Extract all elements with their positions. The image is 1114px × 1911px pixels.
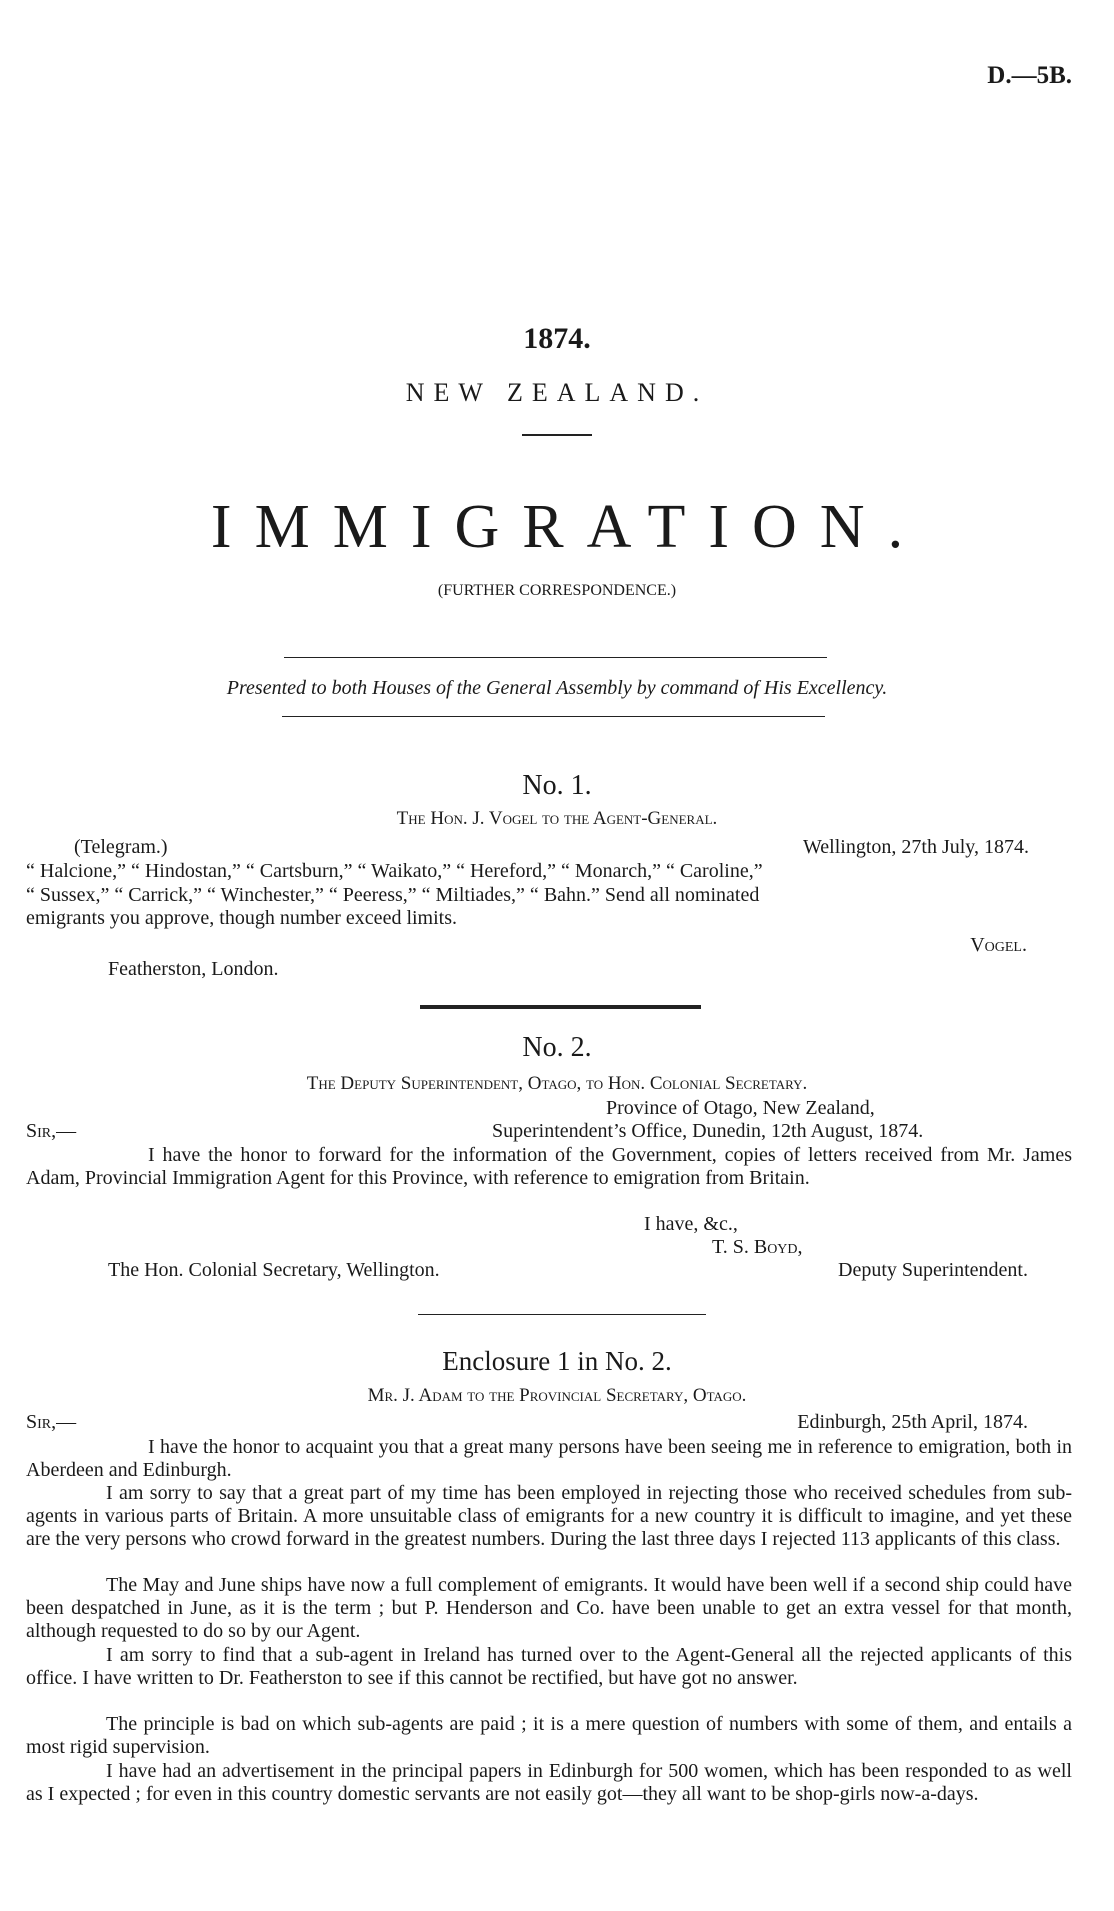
enc1-heading: Enclosure 1 in No. 2. (442, 1346, 672, 1376)
section-divider-thick (420, 1005, 701, 1009)
enc1-paragraph: I have the honor to acquaint you that a great many persons have been seeing me in reference to emigration, both in Aberdeen and Edinburgh. (26, 1436, 1072, 1481)
section-divider-thin (418, 1314, 706, 1315)
no2-salutation: Sir,— (26, 1120, 77, 1142)
country: NEW ZEALAND. (405, 378, 709, 407)
no2-address-line-1: Province of Otago, New Zealand, (606, 1097, 875, 1119)
title-short-rule (522, 434, 592, 436)
no2-body: I have the honor to forward for the information of the Government, copies of letters received from Mr. James Adam, Provincial Immigration Agent for this Province, with reference to emigration from Britain. (26, 1144, 1072, 1189)
document-reference: D.—5B. (987, 62, 1072, 89)
no2-from-to: The Deputy Superintendent, Otago, to Hon. Colonial Secretary. (306, 1073, 808, 1094)
year: 1874. (523, 322, 591, 355)
no2-addressee: The Hon. Colonial Secretary, Wellington. (108, 1259, 440, 1281)
presented-bottom-rule (282, 716, 825, 717)
no1-from-to: The Hon. J. Vogel to the Agent-General. (396, 808, 718, 829)
main-title: IMMIGRATION. (210, 493, 927, 561)
no2-heading: No. 2. (522, 1032, 592, 1063)
no1-line-3: emigrants you approve, though number exceed limits. (26, 907, 458, 929)
enc1-paragraph: I am sorry to say that a great part of my time has been employed in rejecting those who received schedules from sub-agents in various parts of Britain. A more unsuitable class of emigrants for a new country it is difficult to imagine, and yet these are the very persons who crowd forward in the greatest numbers. During the last three days I rejected 113 applicants of this class. (26, 1482, 1072, 1550)
no1-line-2: “ Sussex,” “ Carrick,” “ Winchester,” “ Peeress,” “ Miltiades,” “ Bahn.” Send all nominated (26, 884, 760, 906)
enc1-paragraph: The principle is bad on which sub-agents are paid ; it is a mere question of numbers with some of them, and entails a most rigid supervision. (26, 1713, 1072, 1758)
no1-telegram-label: (Telegram.) (74, 836, 168, 858)
no1-place-date: Wellington, 27th July, 1874. (803, 836, 1029, 858)
enc1-paragraph: I have had an advertisement in the principal papers in Edinburgh for 500 women, which has been responded to as well as I expected ; for even in this country domestic servants are not easily got—they all want to be shop-girls now-a-days. (26, 1760, 1072, 1805)
no1-heading: No. 1. (522, 770, 592, 801)
enc1-paragraph: The May and June ships have now a full complement of emigrants. It would have been well if a second ship could have been despatched in June, as it is the term ; but P. Henderson and Co. have been unable to get an extra vessel for that month, although requested to do so by our Agent. (26, 1574, 1072, 1642)
enc1-from-to: Mr. J. Adam to the Provincial Secretary, Otago. (367, 1385, 747, 1406)
no2-address-line-2: Superintendent’s Office, Dunedin, 12th August, 1874. (492, 1120, 924, 1142)
no1-signature: Vogel. (970, 934, 1027, 956)
enc1-paragraph: I am sorry to find that a sub-agent in Ireland has turned over to the Agent-General all the rejected applicants of this office. I have written to Dr. Featherston to see if this cannot be rectified, but have got no answer. (26, 1644, 1072, 1689)
no1-line-1: “ Halcione,” “ Hindostan,” “ Cartsburn,” “ Waikato,” “ Hereford,” “ Monarch,” “ Caroline,” (26, 860, 763, 882)
no2-signer: T. S. Boyd, (712, 1236, 803, 1258)
subtitle: (FURTHER CORRESPONDENCE.) (437, 582, 677, 599)
no2-closing: I have, &c., (644, 1213, 738, 1235)
presented-top-rule (284, 657, 827, 658)
no1-addressee: Featherston, London. (108, 958, 279, 980)
presented-line: Presented to both Houses of the General Assembly by command of His Excellency. (226, 677, 888, 699)
enc1-salutation: Sir,— (26, 1411, 77, 1433)
no2-signer-title: Deputy Superintendent. (838, 1259, 1028, 1281)
enc1-place-date: Edinburgh, 25th April, 1874. (797, 1411, 1028, 1433)
